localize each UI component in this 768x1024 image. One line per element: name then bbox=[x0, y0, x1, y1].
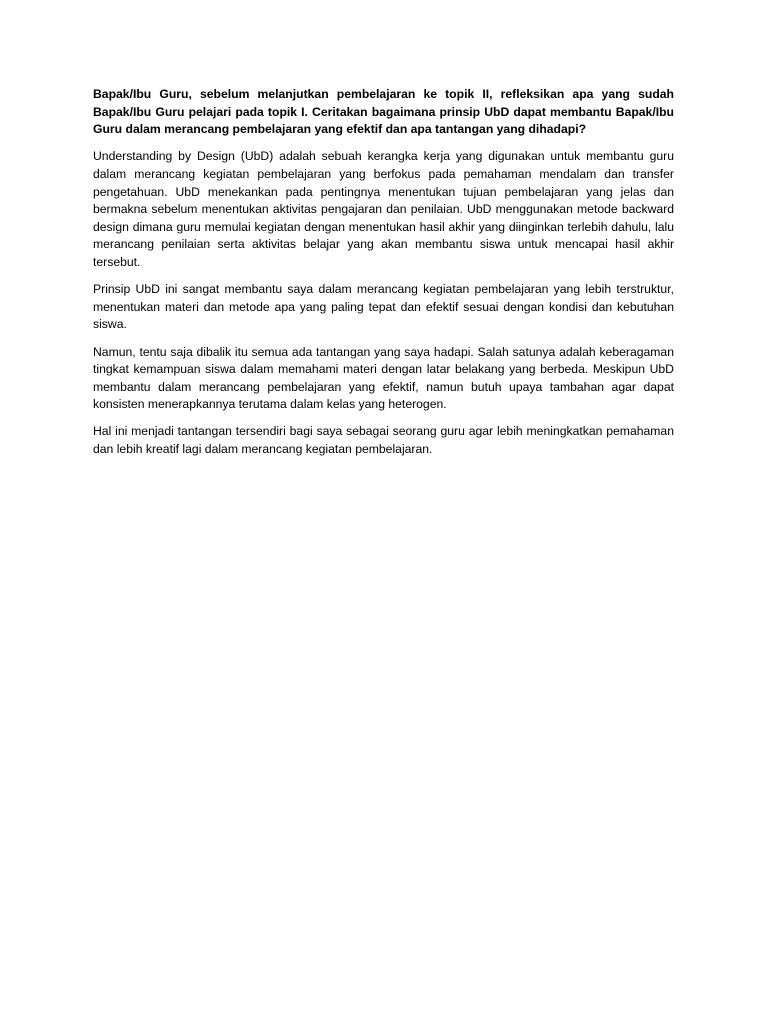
paragraph-ubd-definition: Understanding by Design (UbD) adalah sebuah kerangka kerja yang digunakan untuk membantu guru dalam merancang kegiatan pembelajaran yang berfokus pada pemahaman mendalam dan transfer pengetahuan. UbD menekankan pada pentingnya menentukan tujuan pembelajaran yang jelas dan bermakna sebelum menentukan aktivitas pengajaran dan penilaian. UbD menggunakan metode backward design dimana guru memulai kegiatan dengan menentukan hasil akhir yang diinginkan terlebih dahulu, lalu merancang penilaian serta aktivitas belajar yang akan membantu siswa untuk mencapai hasil akhir tersebut. bbox=[93, 149, 674, 269]
reflection-question: Bapak/Ibu Guru, sebelum melanjutkan pembelajaran ke topik II, refleksikan apa yang sudah Bapak/Ibu Guru pelajari pada topik I. Ceritakan bagaimana prinsip UbD dapat membantu Bapak/Ibu Guru dalam merancang pembelajaran yang efektif dan apa tantangan yang dihadapi? bbox=[93, 87, 674, 137]
paragraph-challenge: Namun, tentu saja dibalik itu semua ada tantangan yang saya hadapi. Salah satunya adalah keberagaman tingkat kemampuan siswa dalam memahami materi dengan latar belakang yang berbeda. Meskipun UbD membantu dalam merancang pembelajaran yang efektif, namun butuh upaya tambahan agar dapat konsisten menerapkannya terutama dalam kelas yang heterogen. bbox=[93, 344, 674, 412]
paragraph-conclusion: Hal ini menjadi tantangan tersendiri bagi saya sebagai seorang guru agar lebih meningkatkan pemahaman dan lebih kreatif lagi dalam merancang kegiatan pembelajaran. bbox=[93, 424, 674, 457]
paragraph-ubd-benefit: Prinsip UbD ini sangat membantu saya dalam merancang kegiatan pembelajaran yang lebih terstruktur, menentukan materi dan metode apa yang paling tepat dan efektif sesuai dengan kondisi dan kebutuhan siswa. bbox=[93, 282, 674, 332]
document-page bbox=[93, 86, 674, 468]
